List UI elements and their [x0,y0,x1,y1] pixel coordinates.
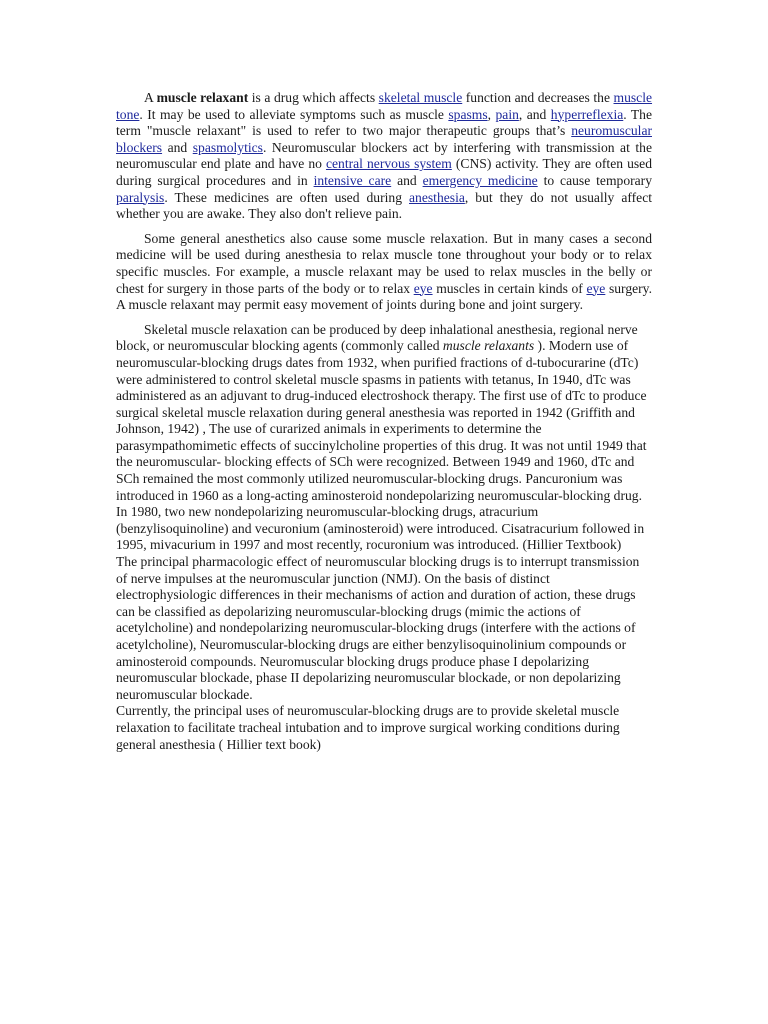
italic-term: muscle relaxants [442,338,535,354]
text: surgery. A muscle relaxant may permit easy movement of joints during bone and joint surgery. [116,280,652,313]
paragraph-muscle-relaxant-definition [116,90,652,223]
paragraph-pharmacologic-effect: The principal pharmacologic effect of neuromuscular blocking drugs is to interrupt transmission of nerve impulses at the neuromuscular junction (NMJ). On the basis of distinct electrophysiologic differences in their mechanisms of action and duration of action, these drugs can be classified as depolarizing neuromuscular-blocking drugs (mimic the actions of acetylcholine) and nondepolarizing neuromuscular-blocking drugs (interfere with the actions of acetylcholine), Neuromuscular-blocking drugs are either benzylisoquinolinium compounds or aminosteroid compounds. Neuromuscular blocking drugs produce phase I depolarizing neuromuscular blockade, phase II depolarizing neuromuscular blockade, or non depolarizing neuromuscular blockade. [116,554,640,702]
text: function and decreases the [462,90,614,105]
link-skeletal-muscle[interactable]: skeletal muscle [378,90,463,105]
link-hyperreflexia[interactable]: hyperreflexia [550,106,624,122]
text: muscles in certain kinds of [432,280,587,296]
text: and [162,139,193,155]
text: (CNS) activity. They are often used during surgical procedures and in [116,156,652,188]
link-muscle-tone[interactable]: muscle tone [116,90,653,122]
text: is a drug which affects [248,90,379,105]
document-page [116,90,652,753]
text: and [391,172,423,188]
text: . These medicines are often used during [164,189,410,205]
paragraph-history [116,322,652,554]
text: , but they do not usually affect whether you are awake. They also don't relieve pain. [116,189,652,222]
link-intensive-care[interactable]: intensive care [313,172,392,188]
paragraph-current-uses: Currently, the principal uses of neuromuscular-blocking drugs are to provide skeletal muscle relaxation to facilitate tracheal intubation and to improve surgical working conditions during general anesthesia ( Hillier text book) [116,703,620,752]
text: . The term "muscle relaxant" is used to refer to two major therapeutic groups that’s [116,106,652,139]
link-paralysis[interactable]: paralysis [116,189,165,205]
link-eye[interactable]: eye [413,280,433,296]
link-neuromuscular-blockers[interactable]: neuromuscular blockers [116,123,652,155]
text: A [144,90,157,105]
paragraph-general-anesthetics [116,231,652,314]
text: Skeletal muscle relaxation can be produced by deep inhalational anesthesia, regional nerve block, or neuromuscular blocking agents (commonly called [116,321,638,354]
bold-term: muscle relaxant [156,90,249,105]
link-emergency-medicine[interactable]: emergency medicine [422,172,538,188]
text: Some general anesthetics also cause some muscle relaxation. But in many cases a second medicine will be used during anesthesia to relax muscle tone throughout your body or to relax specific muscles. For example, a muscle relaxant may be used to relax muscles in the belly or chest for surgery in those parts of the body or to relax [116,230,652,296]
text: to cause temporary [537,172,652,188]
text: , and [518,106,551,122]
text: ). Modern use of neuromuscular-blocking drugs dates from 1932, when purified fractions of d-tubocurarine (dTc) were administered to control skeletal muscle spasms in patients with tetanus, In 1940, dTc was administered as an adjuvant to drug-induced electroshock therapy. The first use of dTc to produce surgical skeletal muscle relaxation during general anesthesia was reported in 1942 (Griffith and Johnson, 1942) , The use of curarized animals in experiments to determine the parasympathomimetic effects of succinylcholine properties of this drug. It was not until 1949 that the neuromuscular- blocking effects of SCh were recognized. Between 1949 and 1960, dTc and SCh remained the most commonly utilized neuromuscular-blocking drugs. Pancuronium was introduced in 1960 as a long-acting aminosteroid nondepolarizing neuromuscular-blocking drug. In 1980, two new nondepolarizing neuromuscular-blocking drugs, atracurium (benzylisoquinoline) and vecuronium (aminosteroid) were introduced. Cisatracurium followed in 1995, mivacurium in 1997 and most recently, rocuronium was introduced. (Hillier Textbook) [116,338,647,553]
link-spasmolytics[interactable]: spasmolytics [192,139,263,155]
text: , [487,106,496,122]
link-central-nervous-system[interactable]: central nervous system [325,156,452,172]
link-anesthesia[interactable]: anesthesia [409,189,465,205]
text: . Neuromuscular blockers act by interfering with transmission at the neuromuscular end plate and have no [116,139,652,172]
link-spasms[interactable]: spasms [448,106,488,122]
link-eye[interactable]: eye [586,280,606,296]
text: . It may be used to alleviate symptoms such as muscle [139,106,449,122]
link-pain[interactable]: pain [495,106,519,122]
